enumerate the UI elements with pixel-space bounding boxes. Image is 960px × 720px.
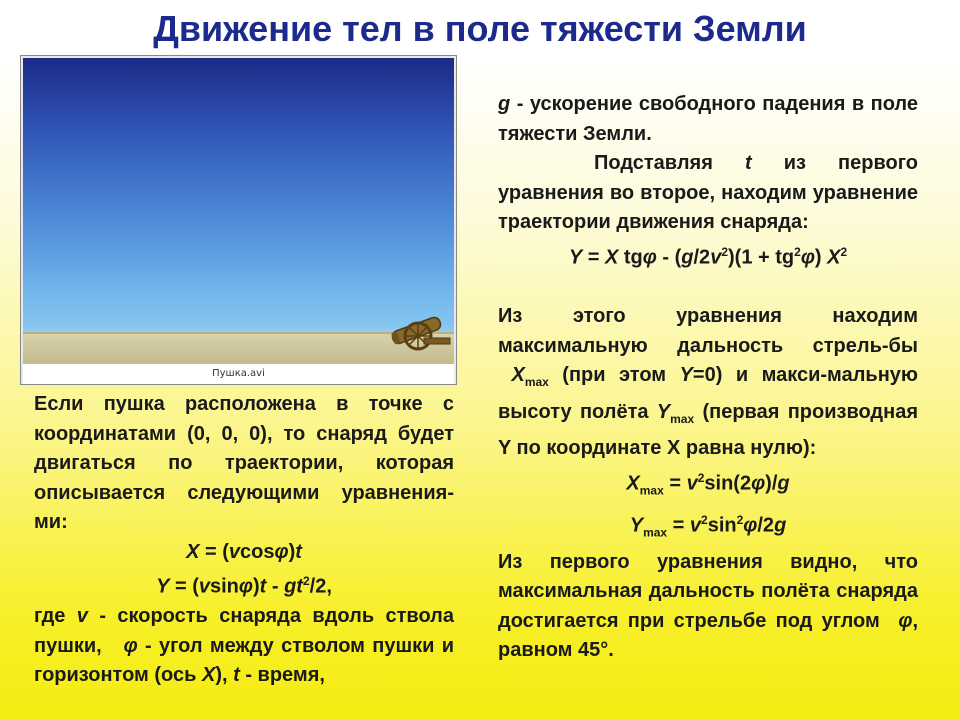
right-paragraph-2: Подставляя t из первого уравнения во второе, находим уравнение траектории движения снаряда:	[498, 152, 918, 233]
ymax-equation: $Y_{max} = v^2\sin^2\varphi/2g$	[629, 512, 787, 540]
equation-x: X = (vcosφ)t	[186, 540, 302, 563]
cannon-animation-scene	[23, 58, 454, 364]
video-caption: Пушка.avi	[23, 364, 454, 384]
video-player[interactable]	[20, 55, 457, 385]
cannon-icon	[388, 300, 452, 352]
left-paragraph-1	[34, 390, 454, 538]
xmax-equation: $X_{max} = v^2\sin(2\varphi)/g$	[626, 470, 790, 498]
left-text-block	[34, 390, 454, 691]
right-text-block	[498, 90, 918, 666]
right-paragraph-3: Из этого уравнения находим максимальную дальность стрель-бы $X_{max}$ (при этом Y=0) и макси-мальную высоту полёта $Y_{max}$ (первая производная Y по координате X равна нулю):	[498, 305, 918, 460]
coordinates-intro: Если пушка расположена в точке с координатами (0, 0, 0), то снаряд будет двигаться по траектории, которая описывается следующими уравнения-ми:	[34, 393, 454, 533]
right-paragraph-1: g - ускорение свободного падения в поле тяжести Земли.	[498, 93, 918, 145]
right-paragraph-4: Из первого уравнения видно, что максимальная дальность полёта снаряда достигается при стрельбе под углом φ, равном 45°.	[498, 550, 918, 662]
page-title: Движение тел в поле тяжести Земли	[153, 8, 807, 49]
trajectory-equation: Y = X $tg\varphi - (g/2v^2)(1 + tg^2\varphi)$ $X^2$	[568, 244, 848, 269]
equation-y: $Y = (vsin\varphi)t - gt^2/2$,	[156, 574, 332, 598]
left-paragraph-2: где v - скорость снаряда вдоль ствола пушки, φ - угол между стволом пушки и горизонтом (ось X), t - время,	[34, 605, 455, 687]
